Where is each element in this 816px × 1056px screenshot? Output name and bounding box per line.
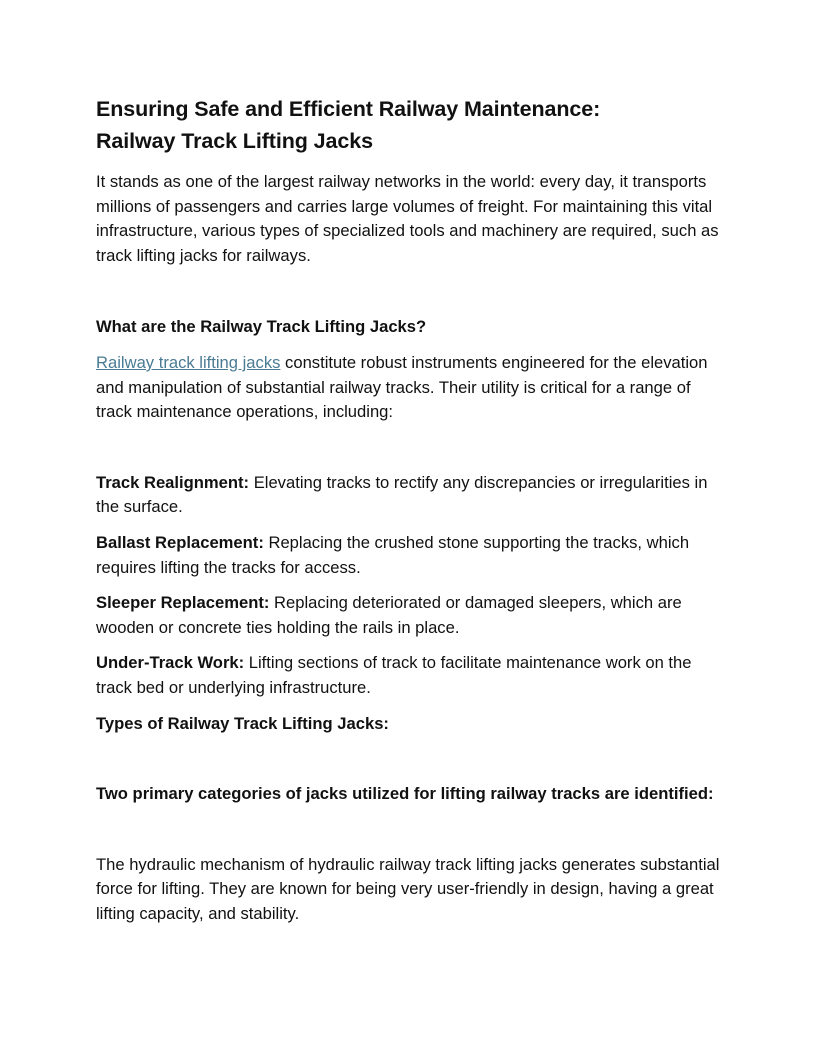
intro-paragraph: It stands as one of the largest railway networks in the world: every day, it transports millions of passengers and carries large volumes of freight. For maintaining this vital infrastructure, various types of specialized tools and machinery are required, such as track lifting jacks for railways. (96, 172, 719, 265)
railway-jacks-link[interactable]: Railway track lifting jacks (96, 352, 281, 372)
categories-heading: Two primary categories of jacks utilized for lifting railway tracks are identified: (96, 784, 714, 804)
list-item (96, 531, 722, 580)
list-item (96, 651, 722, 700)
types-heading: Types of Railway Track Lifting Jacks: (96, 713, 389, 733)
title-line-2: Railway Track Lifting Jacks (96, 129, 373, 153)
list-item (96, 591, 722, 640)
document-title (96, 93, 722, 157)
item-term: Sleeper Replacement: (96, 593, 270, 613)
document-page (96, 93, 722, 926)
definition-text: constitute robust instruments engineered for the elevation and manipulation of substantial railway tracks. Their utility is critical for a range of track maintenance operations, including: (96, 352, 708, 422)
item-text: Replacing the crushed stone supporting the tracks, which requires lifting the tracks for access. (96, 532, 690, 577)
section-heading: What are the Railway Track Lifting Jacks? (96, 317, 427, 337)
definition-paragraph (96, 351, 722, 425)
hydraulic-paragraph: The hydraulic mechanism of hydraulic railway track lifting jacks generates substantial force for lifting. They are known for being very user-friendly in design, having a great lifting capacity, and stability. (96, 854, 720, 923)
item-text: Elevating tracks to rectify any discrepancies or irregularities in the surface. (96, 472, 708, 517)
item-term: Ballast Replacement: (96, 532, 264, 552)
item-text: Replacing deteriorated or damaged sleepers, which are wooden or concrete ties holding the rails in place. (96, 593, 682, 637)
item-term: Under-Track Work: (96, 653, 245, 673)
item-text: Lifting sections of track to facilitate maintenance work on the track bed or underlying infrastructure. (96, 653, 692, 697)
title-line-1: Ensuring Safe and Efficient Railway Maintenance: (96, 97, 601, 121)
list-item (96, 471, 722, 520)
item-term: Track Realignment: (96, 472, 250, 492)
